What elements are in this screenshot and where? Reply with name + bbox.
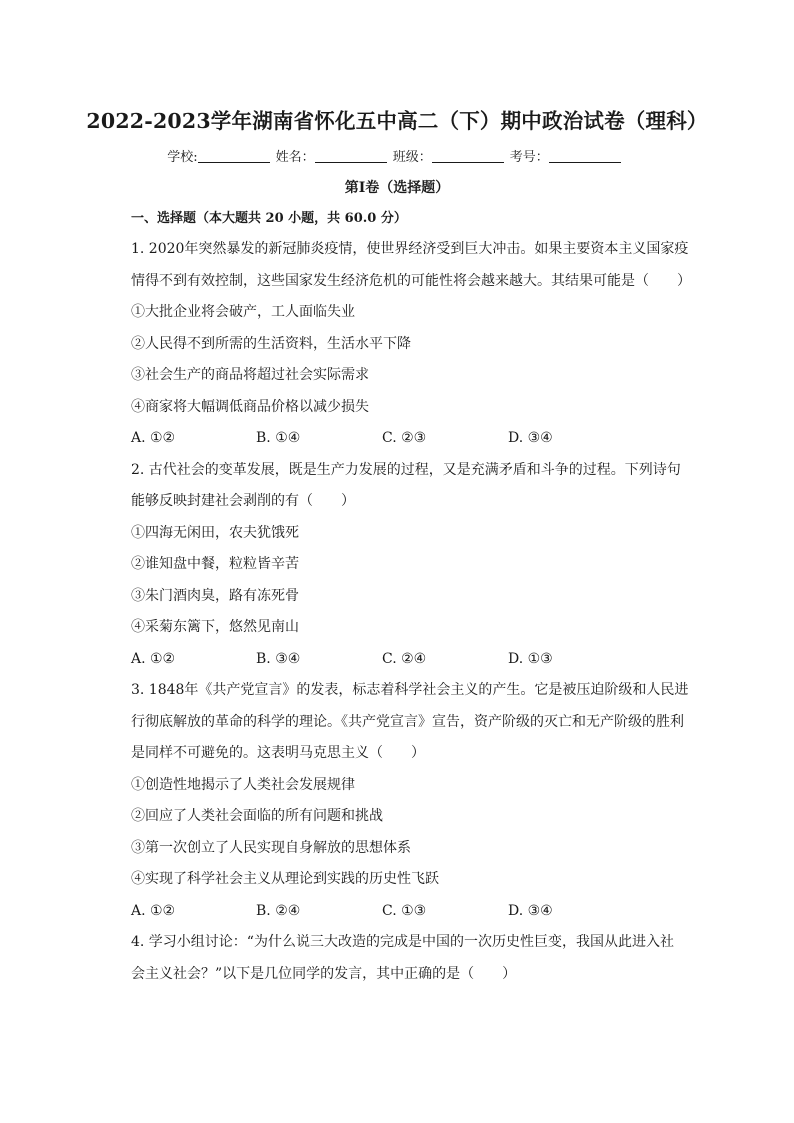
option-a[interactable]: A. ①② bbox=[131, 902, 176, 919]
option-d[interactable]: D. ③④ bbox=[508, 902, 553, 919]
name-label: 姓名： bbox=[275, 150, 315, 165]
option-b[interactable]: B. ②④ bbox=[256, 902, 301, 919]
class-label: 班级： bbox=[392, 150, 432, 165]
statement-item: ③朱门酒肉臭，路有冻死骨 bbox=[131, 587, 299, 604]
school-blank[interactable] bbox=[198, 150, 270, 163]
option-b[interactable]: B. ①④ bbox=[256, 430, 301, 446]
question-3 bbox=[131, 675, 689, 927]
statement-item: ①四海无闲田，农夫犹饿死 bbox=[131, 524, 299, 541]
option-d[interactable]: D. ③④ bbox=[508, 430, 553, 446]
question-stem-line: 2. 古代社会的变革发展，既是生产力发展的过程，又是充满矛盾和斗争的过程。下列诗句 bbox=[131, 461, 681, 478]
statement-item: ④实现了科学社会主义从理论到实践的历史性飞跃 bbox=[131, 871, 439, 887]
statement-item: ①大批企业将会破产，工人面临失业 bbox=[131, 304, 355, 320]
question-stem-line: 能够反映封建社会剥削的有（ ） bbox=[131, 493, 355, 509]
statement-item: ③第一次创立了人民实现自身解放的思想体系 bbox=[131, 839, 411, 856]
question-stem-line: 1. 2020年突然暴发的新冠肺炎疫情，使世界经济受到巨大冲击。如果主要资本主义国家疫 bbox=[131, 241, 689, 257]
school-label: 学校: bbox=[167, 150, 198, 165]
statement-item: ④商家将大幅调低商品价格以减少损失 bbox=[131, 398, 369, 415]
exam-title: 2022-2023学年湖南省怀化五中高二（下）期中政治试卷（理科） bbox=[86, 109, 708, 133]
question-stem-line: 行彻底解放的革命的科学的理论。《共产党宣言》宣告，资产阶级的灭亡和无产阶级的胜利 bbox=[131, 713, 684, 730]
statement-item: ②谁知盘中餐，粒粒皆辛苦 bbox=[131, 556, 299, 572]
question-1 bbox=[131, 234, 691, 455]
question-stem-line: 情得不到有效控制，这些国家发生经济危机的可能性将会越来越大。其结果可能是（ ） bbox=[131, 272, 691, 289]
student-info-line bbox=[0, 146, 794, 165]
name-blank[interactable] bbox=[315, 150, 387, 163]
statement-item: ④采菊东篱下，悠然见南山 bbox=[131, 619, 299, 635]
answer-options bbox=[131, 423, 671, 455]
answer-options bbox=[131, 896, 671, 928]
exam-number-blank[interactable] bbox=[549, 150, 621, 163]
statement-item: ①创造性地揭示了人类社会发展规律 bbox=[131, 776, 355, 793]
option-b[interactable]: B. ③④ bbox=[256, 650, 301, 667]
exam-number-label: 考号： bbox=[509, 150, 549, 165]
class-blank[interactable] bbox=[432, 150, 504, 163]
answer-options bbox=[131, 644, 671, 676]
statement-item: ③社会生产的商品将超过社会实际需求 bbox=[131, 367, 369, 383]
option-c[interactable]: C. ①③ bbox=[382, 902, 427, 919]
question-2 bbox=[131, 455, 681, 676]
question-4 bbox=[131, 927, 674, 990]
section-title: 一、选择题（本大题共 20 小题，共 60.0 分） bbox=[131, 211, 407, 226]
question-stem-line: 4. 学习小组讨论：“为什么说三大改造的完成是中国的一次历史性巨变，我国从此进入社 bbox=[131, 934, 674, 950]
option-c[interactable]: C. ②④ bbox=[382, 650, 427, 667]
question-stem-line: 3. 1848年《共产党宣言》的发表，标志着科学社会主义的产生。它是被压迫阶级和人民进 bbox=[131, 682, 689, 698]
option-d[interactable]: D. ①③ bbox=[508, 650, 553, 667]
statement-item: ②回应了人类社会面临的所有问题和挑战 bbox=[131, 808, 383, 824]
question-list bbox=[131, 234, 691, 990]
statement-item: ②人民得不到所需的生活资料，生活水平下降 bbox=[131, 335, 411, 352]
option-a[interactable]: A. ①② bbox=[131, 430, 176, 446]
part-title: 第I卷（选择题） bbox=[344, 180, 450, 196]
option-c[interactable]: C. ②③ bbox=[382, 430, 427, 446]
question-stem-line: 是同样不可避免的。这表明马克思主义（ ） bbox=[131, 745, 425, 761]
question-stem-line: 会主义社会？”以下是几位同学的发言，其中正确的是（ ） bbox=[131, 965, 517, 982]
option-a[interactable]: A. ①② bbox=[131, 650, 176, 667]
